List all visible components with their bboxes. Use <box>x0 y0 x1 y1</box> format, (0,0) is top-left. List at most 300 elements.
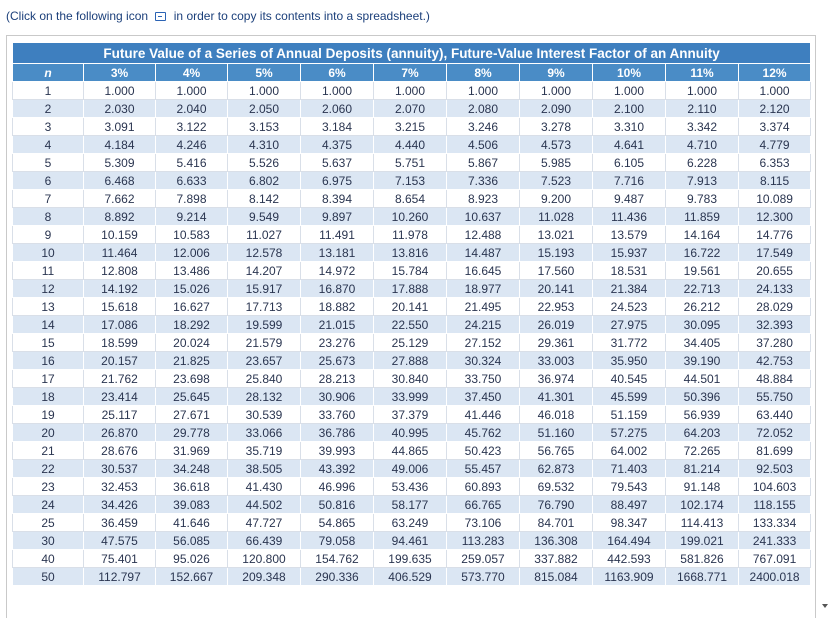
table-row <box>13 316 811 334</box>
copy-instruction <box>6 9 430 23</box>
factor-cell: 17.560 <box>520 262 593 280</box>
factor-cell: 8.654 <box>374 190 447 208</box>
factor-cell: 2.070 <box>374 100 447 118</box>
factor-cell: 3.278 <box>520 118 593 136</box>
factor-cell: 11.028 <box>520 208 593 226</box>
factor-cell: 7.913 <box>666 172 739 190</box>
factor-cell: 5.416 <box>156 154 228 172</box>
factor-cell: 815.084 <box>520 568 593 586</box>
table-row <box>13 154 811 172</box>
factor-cell: 27.152 <box>447 334 520 352</box>
factor-cell: 199.021 <box>666 532 739 550</box>
factor-cell: 11.978 <box>374 226 447 244</box>
table-row <box>13 280 811 298</box>
factor-cell: 60.893 <box>447 478 520 496</box>
factor-cell: 26.019 <box>520 316 593 334</box>
factor-cell: 15.618 <box>84 298 156 316</box>
factor-cell: 16.870 <box>301 280 374 298</box>
header-n: n <box>13 64 84 82</box>
factor-cell: 30.537 <box>84 460 156 478</box>
factor-cell: 581.826 <box>666 550 739 568</box>
factor-cell: 71.403 <box>593 460 666 478</box>
header-rate: 7% <box>374 64 447 82</box>
row-n: 14 <box>13 316 84 334</box>
factor-cell: 57.275 <box>593 424 666 442</box>
factor-cell: 25.645 <box>156 388 228 406</box>
table-row <box>13 388 811 406</box>
factor-cell: 12.578 <box>228 244 301 262</box>
header-rate: 9% <box>520 64 593 82</box>
factor-cell: 19.561 <box>666 262 739 280</box>
factor-cell: 64.203 <box>666 424 739 442</box>
factor-cell: 4.440 <box>374 136 447 154</box>
row-n: 8 <box>13 208 84 226</box>
factor-cell: 72.265 <box>666 442 739 460</box>
factor-cell: 28.213 <box>301 370 374 388</box>
factor-cell: 1.000 <box>520 82 593 100</box>
factor-cell: 81.699 <box>739 442 811 460</box>
factor-cell: 23.657 <box>228 352 301 370</box>
factor-cell: 2.060 <box>301 100 374 118</box>
factor-cell: 133.334 <box>739 514 811 532</box>
copy-instruction-prefix: (Click on the following icon <box>6 9 149 23</box>
factor-cell: 4.573 <box>520 136 593 154</box>
factor-cell: 53.436 <box>374 478 447 496</box>
factor-cell: 20.157 <box>84 352 156 370</box>
factor-cell: 15.193 <box>520 244 593 262</box>
factor-cell: 44.501 <box>666 370 739 388</box>
factor-cell: 19.599 <box>228 316 301 334</box>
factor-cell: 58.177 <box>374 496 447 514</box>
factor-cell: 104.603 <box>739 478 811 496</box>
factor-cell: 290.336 <box>301 568 374 586</box>
factor-cell: 2.050 <box>228 100 301 118</box>
factor-cell: 4.184 <box>84 136 156 154</box>
header-rate: 8% <box>447 64 520 82</box>
factor-cell: 38.505 <box>228 460 301 478</box>
factor-cell: 25.117 <box>84 406 156 424</box>
factor-cell: 1.000 <box>156 82 228 100</box>
factor-cell: 3.122 <box>156 118 228 136</box>
factor-cell: 28.132 <box>228 388 301 406</box>
factor-cell: 8.115 <box>739 172 811 190</box>
factor-cell: 35.719 <box>228 442 301 460</box>
factor-cell: 50.423 <box>447 442 520 460</box>
row-n: 25 <box>13 514 84 532</box>
factor-cell: 6.633 <box>156 172 228 190</box>
factor-cell: 33.066 <box>228 424 301 442</box>
factor-cell: 112.797 <box>84 568 156 586</box>
factor-cell: 199.635 <box>374 550 447 568</box>
factor-cell: 16.722 <box>666 244 739 262</box>
factor-cell: 55.750 <box>739 388 811 406</box>
row-n: 6 <box>13 172 84 190</box>
table-row <box>13 118 811 136</box>
factor-cell: 30.840 <box>374 370 447 388</box>
factor-cell: 12.808 <box>84 262 156 280</box>
factor-cell: 1.000 <box>228 82 301 100</box>
factor-cell: 1668.771 <box>666 568 739 586</box>
factor-cell: 114.413 <box>666 514 739 532</box>
factor-cell: 6.228 <box>666 154 739 172</box>
factor-cell: 21.762 <box>84 370 156 388</box>
factor-cell: 50.816 <box>301 496 374 514</box>
factor-cell: 1.000 <box>84 82 156 100</box>
header-rate: 10% <box>593 64 666 82</box>
factor-cell: 2.110 <box>666 100 739 118</box>
factor-cell: 47.727 <box>228 514 301 532</box>
factor-cell: 113.283 <box>447 532 520 550</box>
factor-cell: 14.972 <box>301 262 374 280</box>
table-row <box>13 334 811 352</box>
row-n: 20 <box>13 424 84 442</box>
table-row <box>13 496 811 514</box>
factor-cell: 28.029 <box>739 298 811 316</box>
row-n: 2 <box>13 100 84 118</box>
factor-cell: 30.324 <box>447 352 520 370</box>
factor-cell: 14.487 <box>447 244 520 262</box>
factor-cell: 767.091 <box>739 550 811 568</box>
factor-cell: 39.190 <box>666 352 739 370</box>
factor-cell: 33.999 <box>374 388 447 406</box>
factor-cell: 37.280 <box>739 334 811 352</box>
factor-cell: 17.713 <box>228 298 301 316</box>
factor-cell: 84.701 <box>520 514 593 532</box>
table-row <box>13 172 811 190</box>
factor-cell: 10.583 <box>156 226 228 244</box>
factor-cell: 39.993 <box>301 442 374 460</box>
factor-cell: 5.867 <box>447 154 520 172</box>
factor-cell: 66.439 <box>228 532 301 550</box>
factor-cell: 4.506 <box>447 136 520 154</box>
factor-cell: 54.865 <box>301 514 374 532</box>
row-n: 16 <box>13 352 84 370</box>
factor-cell: 36.459 <box>84 514 156 532</box>
factor-cell: 26.870 <box>84 424 156 442</box>
factor-cell: 4.779 <box>739 136 811 154</box>
table-body <box>13 82 811 586</box>
factor-cell: 20.141 <box>374 298 447 316</box>
factor-cell: 8.142 <box>228 190 301 208</box>
table-row <box>13 262 811 280</box>
factor-cell: 14.192 <box>84 280 156 298</box>
factor-cell: 406.529 <box>374 568 447 586</box>
factor-cell: 45.762 <box>447 424 520 442</box>
factor-cell: 56.765 <box>520 442 593 460</box>
factor-cell: 2.040 <box>156 100 228 118</box>
factor-cell: 33.003 <box>520 352 593 370</box>
table-row <box>13 226 811 244</box>
factor-cell: 10.089 <box>739 190 811 208</box>
factor-cell: 30.539 <box>228 406 301 424</box>
factor-cell: 28.676 <box>84 442 156 460</box>
factor-cell: 21.495 <box>447 298 520 316</box>
factor-cell: 49.006 <box>374 460 447 478</box>
factor-cell: 6.802 <box>228 172 301 190</box>
factor-cell: 22.550 <box>374 316 447 334</box>
factor-cell: 241.333 <box>739 532 811 550</box>
factor-cell: 25.129 <box>374 334 447 352</box>
copy-spreadsheet-icon[interactable] <box>155 12 166 21</box>
factor-cell: 8.892 <box>84 208 156 226</box>
factor-cell: 573.770 <box>447 568 520 586</box>
factor-cell: 13.021 <box>520 226 593 244</box>
factor-cell: 31.772 <box>593 334 666 352</box>
factor-cell: 21.384 <box>593 280 666 298</box>
table-row <box>13 442 811 460</box>
row-n: 18 <box>13 388 84 406</box>
factor-cell: 337.882 <box>520 550 593 568</box>
factor-cell: 91.148 <box>666 478 739 496</box>
factor-cell: 7.523 <box>520 172 593 190</box>
factor-cell: 50.396 <box>666 388 739 406</box>
table-row <box>13 424 811 442</box>
annuity-table <box>12 42 811 586</box>
factor-cell: 11.859 <box>666 208 739 226</box>
factor-cell: 41.646 <box>156 514 228 532</box>
factor-cell: 36.786 <box>301 424 374 442</box>
factor-cell: 51.159 <box>593 406 666 424</box>
factor-cell: 3.342 <box>666 118 739 136</box>
factor-cell: 29.778 <box>156 424 228 442</box>
factor-cell: 2.100 <box>593 100 666 118</box>
factor-cell: 41.301 <box>520 388 593 406</box>
table-row <box>13 352 811 370</box>
row-n: 12 <box>13 280 84 298</box>
factor-cell: 11.491 <box>301 226 374 244</box>
factor-cell: 9.200 <box>520 190 593 208</box>
row-n: 19 <box>13 406 84 424</box>
table-row <box>13 514 811 532</box>
factor-cell: 21.015 <box>301 316 374 334</box>
factor-cell: 2.030 <box>84 100 156 118</box>
factor-cell: 1.000 <box>301 82 374 100</box>
scroll-down-arrow-icon[interactable] <box>822 604 828 608</box>
factor-cell: 9.214 <box>156 208 228 226</box>
factor-cell: 1.000 <box>374 82 447 100</box>
factor-cell: 20.024 <box>156 334 228 352</box>
factor-cell: 12.300 <box>739 208 811 226</box>
table-row <box>13 550 811 568</box>
row-n: 23 <box>13 478 84 496</box>
factor-cell: 92.503 <box>739 460 811 478</box>
factor-cell: 39.083 <box>156 496 228 514</box>
factor-cell: 7.153 <box>374 172 447 190</box>
factor-cell: 442.593 <box>593 550 666 568</box>
table-row <box>13 370 811 388</box>
factor-cell: 22.713 <box>666 280 739 298</box>
factor-cell: 7.898 <box>156 190 228 208</box>
factor-cell: 15.937 <box>593 244 666 262</box>
factor-cell: 3.184 <box>301 118 374 136</box>
factor-cell: 6.975 <box>301 172 374 190</box>
factor-cell: 46.018 <box>520 406 593 424</box>
factor-cell: 18.882 <box>301 298 374 316</box>
factor-cell: 33.750 <box>447 370 520 388</box>
factor-cell: 32.453 <box>84 478 156 496</box>
factor-cell: 15.026 <box>156 280 228 298</box>
table-row <box>13 568 811 586</box>
factor-cell: 5.309 <box>84 154 156 172</box>
factor-cell: 37.379 <box>374 406 447 424</box>
table-row <box>13 532 811 550</box>
factor-cell: 24.133 <box>739 280 811 298</box>
table-row <box>13 298 811 316</box>
factor-cell: 23.414 <box>84 388 156 406</box>
row-n: 17 <box>13 370 84 388</box>
row-n: 30 <box>13 532 84 550</box>
factor-cell: 95.026 <box>156 550 228 568</box>
header-row <box>13 64 811 82</box>
factor-cell: 1163.909 <box>593 568 666 586</box>
factor-cell: 18.977 <box>447 280 520 298</box>
factor-cell: 2.080 <box>447 100 520 118</box>
header-rate: 6% <box>301 64 374 82</box>
factor-cell: 120.800 <box>228 550 301 568</box>
factor-cell: 1.000 <box>593 82 666 100</box>
factor-cell: 6.468 <box>84 172 156 190</box>
factor-cell: 4.310 <box>228 136 301 154</box>
factor-cell: 6.105 <box>593 154 666 172</box>
factor-cell: 29.361 <box>520 334 593 352</box>
factor-cell: 10.260 <box>374 208 447 226</box>
factor-cell: 40.545 <box>593 370 666 388</box>
factor-cell: 26.212 <box>666 298 739 316</box>
factor-cell: 154.762 <box>301 550 374 568</box>
factor-cell: 209.348 <box>228 568 301 586</box>
factor-cell: 23.276 <box>301 334 374 352</box>
row-n: 22 <box>13 460 84 478</box>
factor-cell: 69.532 <box>520 478 593 496</box>
factor-cell: 164.494 <box>593 532 666 550</box>
factor-cell: 24.215 <box>447 316 520 334</box>
factor-cell: 9.897 <box>301 208 374 226</box>
row-n: 24 <box>13 496 84 514</box>
factor-cell: 1.000 <box>739 82 811 100</box>
table-row <box>13 190 811 208</box>
header-rate: 12% <box>739 64 811 82</box>
row-n: 5 <box>13 154 84 172</box>
factor-cell: 76.790 <box>520 496 593 514</box>
factor-cell: 4.375 <box>301 136 374 154</box>
factor-cell: 45.599 <box>593 388 666 406</box>
factor-cell: 31.969 <box>156 442 228 460</box>
factor-cell: 5.985 <box>520 154 593 172</box>
factor-cell: 7.662 <box>84 190 156 208</box>
factor-cell: 41.446 <box>447 406 520 424</box>
table-row <box>13 100 811 118</box>
factor-cell: 136.308 <box>520 532 593 550</box>
factor-cell: 17.549 <box>739 244 811 262</box>
factor-cell: 18.292 <box>156 316 228 334</box>
factor-cell: 8.923 <box>447 190 520 208</box>
row-n: 3 <box>13 118 84 136</box>
table-row <box>13 208 811 226</box>
factor-cell: 1.000 <box>666 82 739 100</box>
factor-cell: 33.760 <box>301 406 374 424</box>
factor-cell: 27.888 <box>374 352 447 370</box>
factor-cell: 12.006 <box>156 244 228 262</box>
factor-cell: 15.917 <box>228 280 301 298</box>
row-n: 11 <box>13 262 84 280</box>
factor-cell: 25.840 <box>228 370 301 388</box>
factor-cell: 56.085 <box>156 532 228 550</box>
factor-cell: 5.637 <box>301 154 374 172</box>
factor-cell: 3.374 <box>739 118 811 136</box>
header-rate: 4% <box>156 64 228 82</box>
row-n: 9 <box>13 226 84 244</box>
factor-cell: 27.975 <box>593 316 666 334</box>
factor-cell: 98.347 <box>593 514 666 532</box>
table-row <box>13 244 811 262</box>
factor-cell: 56.939 <box>666 406 739 424</box>
factor-cell: 79.058 <box>301 532 374 550</box>
table-row <box>13 82 811 100</box>
factor-cell: 7.336 <box>447 172 520 190</box>
factor-cell: 18.531 <box>593 262 666 280</box>
factor-cell: 9.783 <box>666 190 739 208</box>
header-rate: 11% <box>666 64 739 82</box>
factor-cell: 63.249 <box>374 514 447 532</box>
factor-cell: 6.353 <box>739 154 811 172</box>
factor-cell: 34.426 <box>84 496 156 514</box>
factor-cell: 55.457 <box>447 460 520 478</box>
factor-cell: 21.579 <box>228 334 301 352</box>
factor-cell: 14.776 <box>739 226 811 244</box>
factor-cell: 30.906 <box>301 388 374 406</box>
factor-cell: 40.995 <box>374 424 447 442</box>
factor-cell: 34.405 <box>666 334 739 352</box>
factor-cell: 24.523 <box>593 298 666 316</box>
factor-cell: 14.164 <box>666 226 739 244</box>
factor-cell: 36.618 <box>156 478 228 496</box>
factor-cell: 20.141 <box>520 280 593 298</box>
factor-cell: 48.884 <box>739 370 811 388</box>
factor-cell: 46.996 <box>301 478 374 496</box>
table-title: Future Value of a Series of Annual Deposits (annuity), Future-Value Interest Factor of an Annuity <box>13 43 811 64</box>
factor-cell: 30.095 <box>666 316 739 334</box>
factor-cell: 3.215 <box>374 118 447 136</box>
row-n: 21 <box>13 442 84 460</box>
factor-cell: 25.673 <box>301 352 374 370</box>
factor-cell: 2.120 <box>739 100 811 118</box>
row-n: 15 <box>13 334 84 352</box>
factor-cell: 22.953 <box>520 298 593 316</box>
factor-cell: 16.645 <box>447 262 520 280</box>
header-rate: 5% <box>228 64 301 82</box>
factor-cell: 34.248 <box>156 460 228 478</box>
table-row <box>13 460 811 478</box>
factor-cell: 16.627 <box>156 298 228 316</box>
factor-cell: 20.655 <box>739 262 811 280</box>
factor-cell: 5.751 <box>374 154 447 172</box>
factor-cell: 44.502 <box>228 496 301 514</box>
factor-cell: 118.155 <box>739 496 811 514</box>
row-n: 50 <box>13 568 84 586</box>
factor-cell: 4.246 <box>156 136 228 154</box>
factor-cell: 13.486 <box>156 262 228 280</box>
factor-cell: 10.637 <box>447 208 520 226</box>
row-n: 1 <box>13 82 84 100</box>
factor-cell: 81.214 <box>666 460 739 478</box>
factor-cell: 9.487 <box>593 190 666 208</box>
factor-cell: 17.888 <box>374 280 447 298</box>
factor-cell: 17.086 <box>84 316 156 334</box>
factor-cell: 10.159 <box>84 226 156 244</box>
factor-cell: 5.526 <box>228 154 301 172</box>
factor-cell: 11.436 <box>593 208 666 226</box>
factor-cell: 66.765 <box>447 496 520 514</box>
